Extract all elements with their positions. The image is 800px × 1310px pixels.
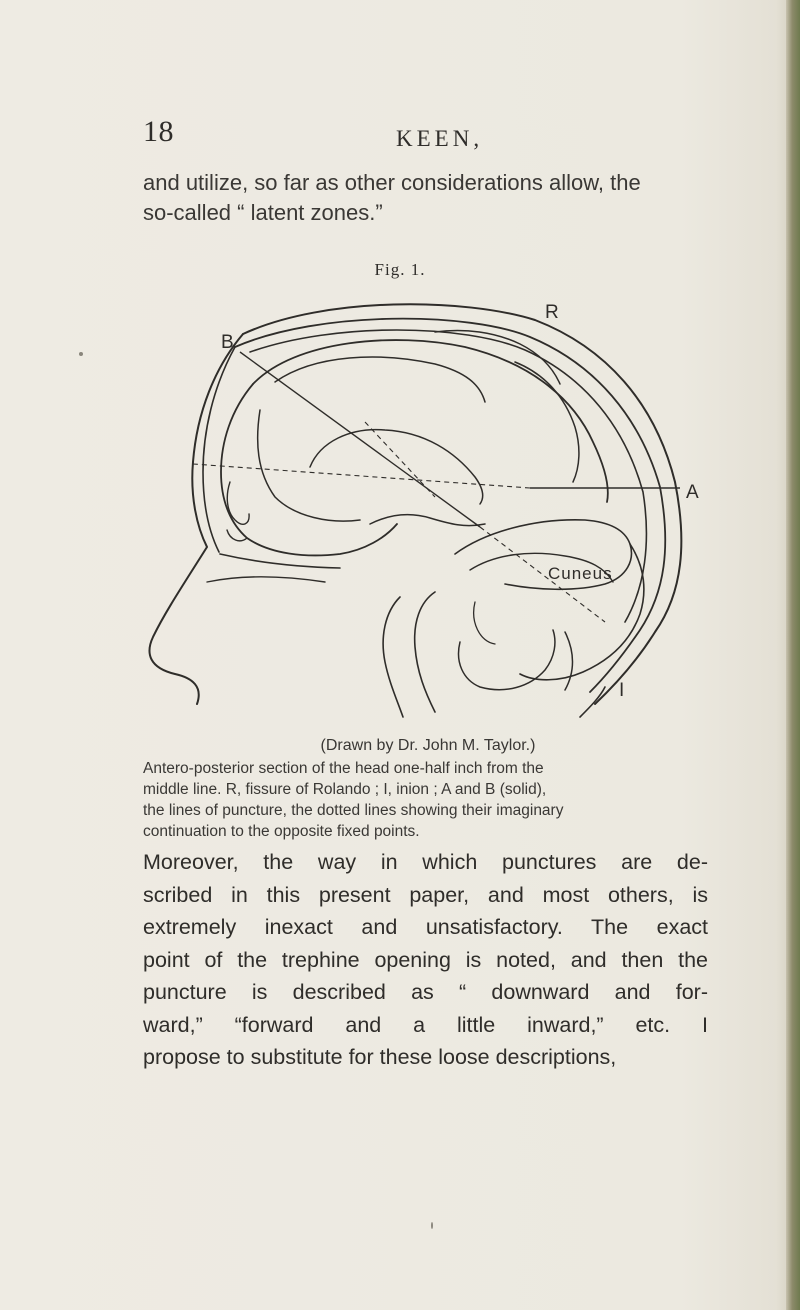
body-line: propose to substitute for these loose descriptions, xyxy=(143,1045,617,1069)
page-number: 18 xyxy=(143,115,174,148)
paper-speck xyxy=(431,1222,433,1229)
brain-section-figure xyxy=(135,292,715,722)
caption-line: continuation to the opposite fixed points. xyxy=(143,823,420,840)
inion-line xyxy=(580,687,605,717)
label-b: B xyxy=(221,332,234,353)
intro-line: so-called “ latent zones.” xyxy=(143,200,383,225)
puncture-line-b xyxy=(240,352,480,527)
label-r: R xyxy=(545,302,559,323)
intro-line: and utilize, so far as other considerations allow, the xyxy=(143,170,641,195)
brain-frontal-lobe xyxy=(221,384,397,555)
orbit-contour-lower xyxy=(207,577,325,582)
brainstem-left xyxy=(383,597,403,717)
label-cuneus: Cuneus xyxy=(548,564,613,583)
paper-speck xyxy=(79,352,83,356)
cerebellum-fold xyxy=(459,630,555,690)
running-head: KEEN, xyxy=(396,126,484,151)
caption-line: middle line. R, fissure of Rolando ; I, inion ; A and B (solid), xyxy=(143,781,547,798)
figure-caption xyxy=(143,735,713,842)
body-line: point of the trephine opening is noted, and then the xyxy=(143,947,708,972)
cerebellum-outline xyxy=(415,592,435,712)
page-edge-shadow xyxy=(786,0,800,1310)
caption-line: Antero-posterior section of the head one-half inch from the xyxy=(143,760,544,777)
cerebellum-fold-2 xyxy=(565,632,573,690)
thalamus-detail xyxy=(474,602,495,644)
body-paragraph xyxy=(143,846,708,1074)
sulcus-upper xyxy=(275,357,485,402)
figure-credit: (Drawn by Dr. John M. Taylor.) xyxy=(320,737,536,754)
body-line: puncture is described as “ downward and for- xyxy=(143,980,708,1004)
frontal-inner-contour xyxy=(203,347,235,552)
sulcus-parietal xyxy=(515,362,579,482)
body-line: Moreover, the way in which punctures are de- xyxy=(143,850,708,874)
body-line: scribed in this present paper, and most others, is xyxy=(143,882,708,907)
brain-section-drawing xyxy=(135,292,715,722)
label-a: A xyxy=(686,482,699,503)
sulcus-calloso xyxy=(370,515,485,526)
caption-line: the lines of puncture, the dotted lines showing their imaginary xyxy=(143,802,564,819)
intro-paragraph xyxy=(143,168,708,228)
brain-outline xyxy=(253,340,608,502)
body-line: ward,” “forward and a little inward,” etc. I xyxy=(143,1012,708,1037)
label-i: I xyxy=(619,680,625,701)
skull-outer-contour xyxy=(243,304,681,704)
figure-title: Fig. 1. xyxy=(374,260,426,279)
sulcus-frontal xyxy=(258,410,360,521)
forehead-contour xyxy=(149,334,243,704)
body-line: extremely inexact and unsatisfactory. The exact xyxy=(143,915,708,939)
